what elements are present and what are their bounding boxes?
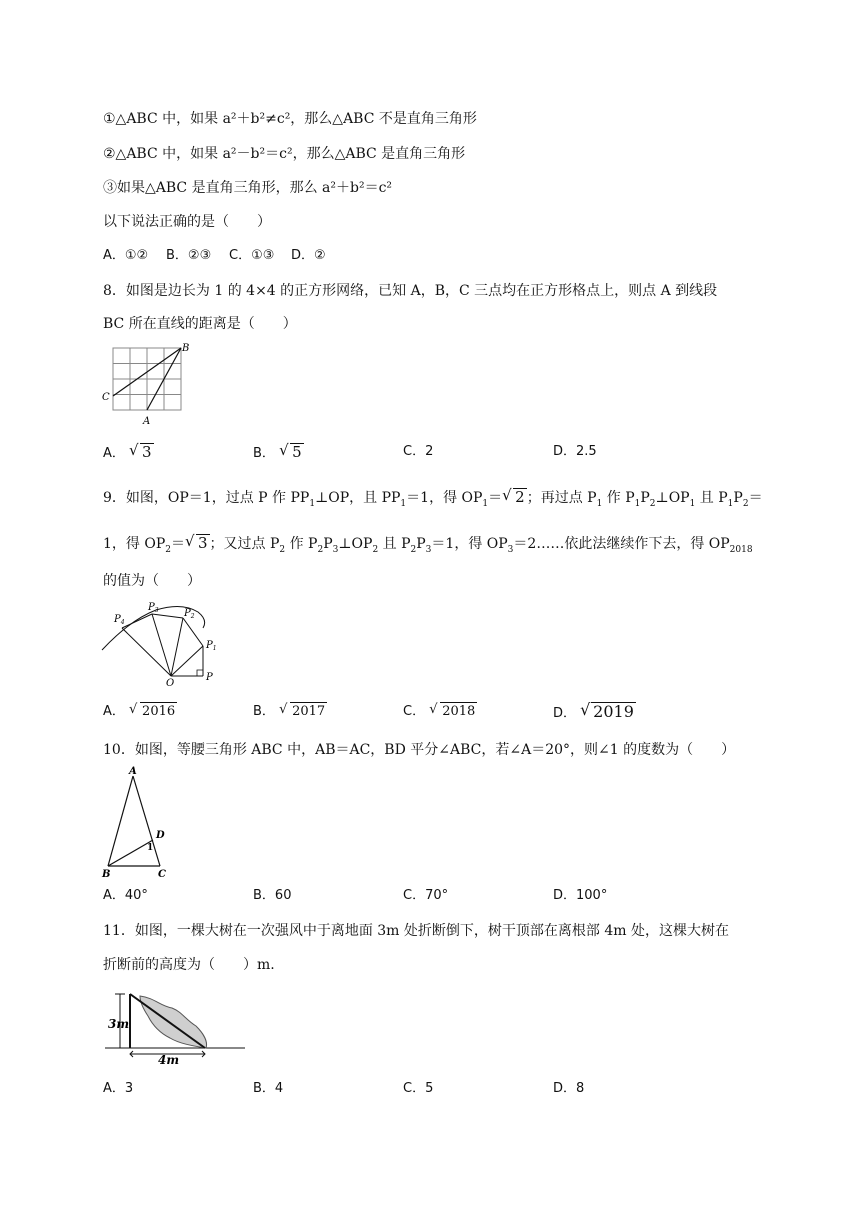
q8-option-c: C．2 (403, 444, 434, 459)
q11-option-d: D．8 (553, 1081, 585, 1096)
q9-radicand-3: 3 (198, 534, 208, 552)
q11-tree-figure (100, 984, 250, 1064)
q7-statement-1: ①△ABC 中，如果 a²＋b²≠c²，那么△ABC 不是直角三角形 (103, 111, 477, 127)
q9-option-d: D． √ 2019 (553, 700, 634, 721)
q9-option-b-radicand: 2017 (292, 704, 326, 719)
q9-option-d-radicand: 2019 (593, 702, 634, 721)
q9-option-c: C． √ 2018 (403, 702, 476, 719)
q9-stem-line-3: 的值为（ ） (103, 573, 201, 589)
q11-stem-line-2: 折断前的高度为（ ）m. (103, 957, 275, 973)
q7-option-d: D．② (291, 248, 326, 263)
q9-spiral-figure (100, 598, 225, 688)
q7-option-b: B．②③ (166, 248, 212, 263)
q11-stem-line-1: 11．如图，一棵大树在一次强风中于离地面 3m 处折断倒下，树干顶部在离根部 4m 处，这棵大树在 (103, 923, 729, 939)
q10-label-c: C (158, 869, 166, 879)
q10-angle-1: 1 (147, 843, 154, 853)
q9-radicand-2: 2 (515, 488, 525, 506)
q11-option-c: C．5 (403, 1081, 434, 1096)
q8-option-d: D．2.5 (553, 444, 597, 459)
q11-width-label: 4m (158, 1053, 180, 1064)
q9-label-p4: $P_4$ (114, 614, 125, 626)
q11-option-b: B．4 (253, 1081, 284, 1096)
q9-stem-line-1: 9．如图，OP＝1，过点 P 作 $PP_1\perp OP$，且 $PP_1=1$，得 $OP_1=$ √ 2 ；再过点 $P_1$ 作 $P_1P_2\perp OP_1$ 且 $P_1P_2=$ (103, 486, 763, 509)
q10-triangle-figure (100, 764, 170, 879)
q10-option-c: C．70° (403, 888, 449, 903)
q8-stem-line-2: BC 所在直线的距离是（ ） (103, 316, 297, 332)
q10-label-b: B (102, 869, 111, 879)
q7-statement-3: ③如果△ABC 是直角三角形，那么 a²＋b²＝c² (103, 180, 393, 196)
q9-label-p2: $P_2$ (184, 608, 195, 620)
q10-option-b: B．60 (253, 888, 292, 903)
q10-option-a: A．40° (103, 888, 148, 903)
q7-statement-2: ②△ABC 中，如果 a²－b²＝c²，那么△ABC 是直角三角形 (103, 146, 466, 162)
q9-label-p1: $P_1$ (206, 640, 217, 652)
q8-option-a: A． √ 3 (103, 441, 152, 461)
q9-label-p: P (206, 672, 213, 683)
q10-stem: 10．如图，等腰三角形 ABC 中，AB＝AC，BD 平分∠ABC，若∠A＝20°，则∠1 的度数为（ ） (103, 742, 736, 758)
q11-option-a: A．3 (103, 1081, 134, 1096)
q7-option-c: C．①③ (229, 248, 275, 263)
q8-grid-figure (100, 340, 205, 430)
q9-option-a-radicand: 2016 (142, 704, 176, 719)
q8-label-c: C (102, 392, 110, 403)
q7-option-a: A．①② (103, 248, 149, 263)
q8-option-b-radicand: 5 (292, 443, 302, 461)
q11-height-label: 3m (108, 1017, 130, 1031)
q8-stem-line-1: 8．如图是边长为 1 的 4×4 的正方形网络，已知 A，B，C 三点均在正方形格点上，则点 A 到线段 (103, 283, 718, 299)
q8-option-b: B． √ 5 (253, 441, 302, 461)
q9-label-p3: $P_3$ (148, 602, 159, 614)
q9-option-b: B． √ 2017 (253, 702, 326, 719)
q9-option-a: A． √ 2016 (103, 702, 176, 719)
q8-label-a: A (143, 416, 151, 427)
q8-option-a-radicand: 3 (142, 443, 152, 461)
q9-label-o: O (166, 678, 175, 688)
q10-label-a: A (129, 766, 137, 777)
q10-option-d: D．100° (553, 888, 608, 903)
q10-label-d: D (156, 830, 165, 841)
q9-stem-line-2: 1，得 $OP_2=$ √ 3 ；又过点 $P_2$ 作 $P_2P_3\perp OP_2$ 且 $P_2P_3=1$，得 $OP_3=2\dots\dots$依此法继续作下去，得 $OP_{2018}$ (103, 532, 753, 555)
q8-label-b: B (182, 343, 190, 354)
q7-prompt: 以下说法正确的是（ ） (103, 214, 271, 230)
q9-option-c-radicand: 2018 (442, 704, 476, 719)
